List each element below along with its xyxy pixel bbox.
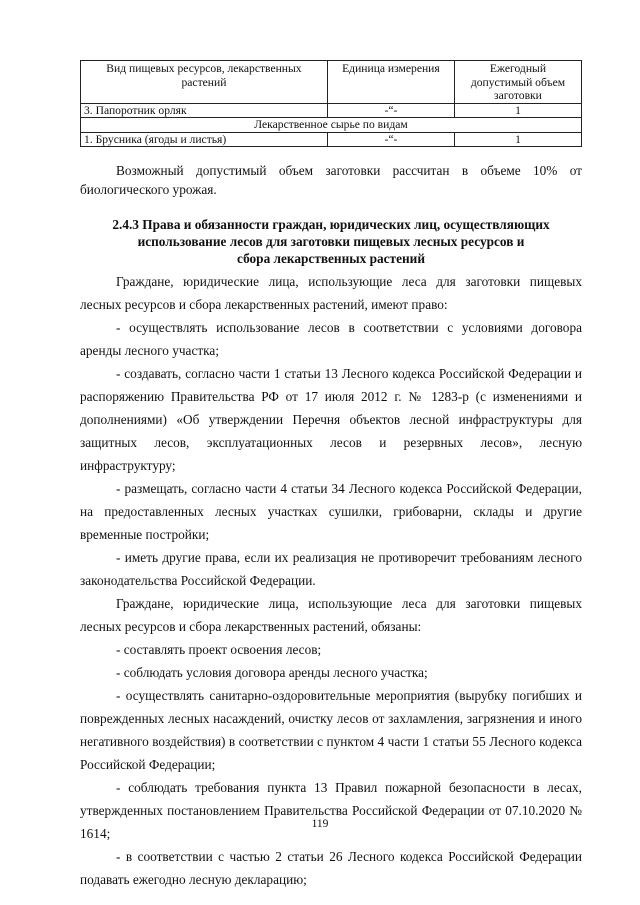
header-unit: Единица измерения xyxy=(327,61,454,104)
body-text xyxy=(80,270,582,891)
paragraph: - создавать, согласно части 1 статьи 13 Лесного кодекса Российской Федерации и распоряжению Правительства РФ от 17 июля 2012 г. № 1283-р (с изменениями и дополнениями) «Об утверждении Перечня объектов лесной инфраструктуры для защитных лесов, эксплуатационных лесов и резервных лесов», лесную инфраструктуру; xyxy=(80,366,582,473)
cell-name: 3. Папоротник орляк xyxy=(81,103,328,118)
table-row xyxy=(81,103,582,118)
paragraph: - иметь другие права, если их реализация не противоречит требованиям лесного законодательства Российской Федерации. xyxy=(80,550,582,588)
paragraph: Граждане, юридические лица, использующие леса для заготовки пищевых лесных ресурсов и сбора лекарственных растений, обязаны: xyxy=(80,596,582,634)
cell-unit: -“- xyxy=(327,103,454,118)
paragraph: - размещать, согласно части 4 статьи 34 Лесного кодекса Российской Федерации, на предоставленных лесных участках сушилки, грибоварни, склады и другие временные постройки; xyxy=(80,481,582,542)
resources-table xyxy=(80,60,582,147)
paragraph: - составлять проект освоения лесов; xyxy=(116,642,322,657)
table-row xyxy=(81,132,582,147)
cell-value: 1 xyxy=(454,103,581,118)
cell-unit: -“- xyxy=(327,132,454,147)
paragraph: - соблюдать условия договора аренды лесного участка; xyxy=(116,665,428,680)
header-annual-volume: Ежегодный допустимый объем заготовки xyxy=(454,61,581,104)
paragraph: - в соответствии с частью 2 статьи 26 Лесного кодекса Российской Федерации подавать ежегодно лесную декларацию; xyxy=(80,849,582,887)
paragraph: - осуществлять санитарно-оздоровительные мероприятия (вырубку погибших и поврежденных лесных насаждений, очистку лесов от захламления, загрязнения и иного негативного воздействия) в соответствии с пунктом 4 части 1 статьи 55 Лесного кодекса Российской Федерации; xyxy=(80,688,582,772)
paragraph: - осуществлять использование лесов в соответствии с условиями договора аренды лесного участка; xyxy=(80,320,582,358)
cell-section-title: Лекарственное сырье по видам xyxy=(81,118,582,133)
cell-name: 1. Брусника (ягоды и листья) xyxy=(81,132,328,147)
paragraph: - соблюдать требования пункта 13 Правил пожарной безопасности в лесах, утвержденных постановлением Правительства Российской Федерации от 07.10.2020 № 1614; xyxy=(80,780,582,841)
table-section-row xyxy=(81,118,582,133)
volume-note: Возможный допустимый объем заготовки рассчитан в объеме 10% от биологического урожая. xyxy=(80,163,582,197)
paragraph: Граждане, юридические лица, использующие леса для заготовки пищевых лесных ресурсов и сбора лекарственных растений, имеют право: xyxy=(80,274,582,312)
heading-line: использование лесов для заготовки пищевых лесных ресурсов и xyxy=(137,234,525,249)
heading-line: 2.4.3 Права и обязанности граждан, юридических лиц, осуществляющих xyxy=(112,217,550,232)
page-number: 119 xyxy=(311,818,329,830)
section-heading xyxy=(80,216,582,267)
header-resource-type: Вид пищевых ресурсов, лекарственных растений xyxy=(81,61,328,104)
heading-line: сбора лекарственных растений xyxy=(237,251,425,266)
table-header-row xyxy=(81,61,582,104)
cell-value: 1 xyxy=(454,132,581,147)
